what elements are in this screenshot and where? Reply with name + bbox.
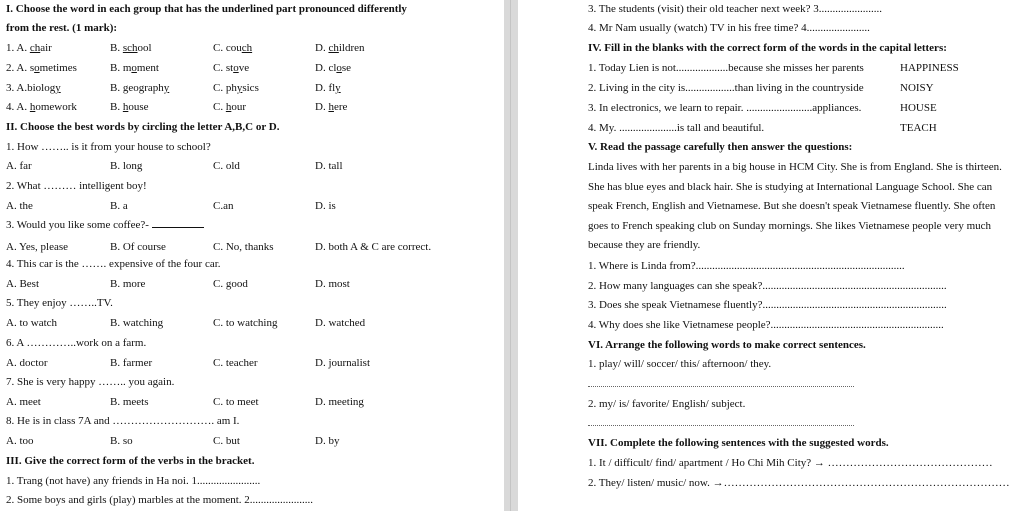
section-1-title-cont: from the rest. (1 mark): (6, 22, 118, 34)
q1-4-option-d: D. here (315, 101, 348, 113)
option-d: D. watched (315, 317, 366, 329)
option-b: B. more (110, 278, 146, 290)
option-c: C. old (213, 160, 240, 172)
option-a: A. Best (6, 278, 39, 290)
underlined-part: h (29, 101, 36, 113)
answer-blank (152, 218, 204, 228)
q1-3-option-a: 3. A.biology (6, 82, 61, 94)
underlined-part: ch (328, 42, 339, 54)
section-4-title: IV. Fill in the blanks with the correct form of the words in the capital letters: (588, 42, 947, 54)
option-b: B. watching (110, 317, 164, 329)
option-d: D. tall (315, 160, 343, 172)
option-c: C. No, thanks (213, 241, 274, 253)
option-b: B. meets (110, 396, 149, 408)
option-a: A. to watch (6, 317, 58, 329)
q1-3-option-c: C. physics (213, 82, 259, 94)
question-4-2: 2. Living in the city is..................than living in the countryside (588, 82, 864, 94)
capital-word: TEACH (900, 122, 937, 134)
underlined-part: o (233, 62, 239, 74)
passage-line: Linda lives with her parents in a big house in HCM City. She is from England. She is thirteen. (588, 161, 1002, 173)
q1-4-option-c: C. hour (213, 101, 247, 113)
question-3-2: 2. Some boys and girls (play) marbles at the moment. 2....................... (6, 494, 314, 506)
option-a: A. too (6, 435, 34, 447)
question-7-1: 1. It / difficult/ find/ apartment / Ho Chi Mih City? → ……………………………………… (588, 457, 993, 469)
option-c: C. to meet (213, 396, 259, 408)
section-2-title: II. Choose the best words by circling the letter A,B,C or D. (6, 121, 280, 133)
option-c: C.an (213, 200, 234, 212)
underlined-part: y (163, 82, 170, 94)
q1-2-option-b: B. moment (110, 62, 159, 74)
question-3-4: 4. Mr Nam usually (watch) TV in his free time? 4....................... (588, 22, 870, 34)
q1-1-option-c: C. couch (213, 42, 253, 54)
section-5-title: V. Read the passage carefully then answer the questions: (588, 141, 853, 153)
underlined-part: y (55, 82, 61, 94)
question-4-1: 1. Today Lien is not...................because she misses her parents (588, 62, 864, 74)
option-d: D. journalist (315, 357, 370, 369)
right-page (518, 0, 1024, 511)
q1-2-option-d: D. close (315, 62, 352, 74)
question-6-2: 2. my/ is/ favorite/ English/ subject. (588, 398, 746, 410)
option-a: A. far (6, 160, 32, 172)
option-d: D. by (315, 435, 340, 447)
q1-4-option-b: B. house (110, 101, 149, 113)
q1-2-option-a: 2. A. sometimes (6, 62, 77, 74)
question-3-1: 1. Trang (not have) any friends in Ha noi. 1....................... (6, 475, 261, 487)
underlined-part: sch (122, 42, 138, 54)
capital-word: NOISY (900, 82, 934, 94)
left-page (0, 0, 504, 511)
option-d: D. meeting (315, 396, 364, 408)
option-c: C. good (213, 278, 248, 290)
question-5-3: 3. Does she speak Vietnamese fluently?................................................................... (588, 299, 947, 312)
q1-3-option-b: B. geography (110, 82, 170, 94)
option-a: A. meet (6, 396, 41, 408)
question-6-1: 1. play/ will/ soccer/ this/ afternoon/ they. (588, 358, 772, 370)
q1-2-option-c: C. stove (213, 62, 250, 74)
underlined-part: h (328, 101, 334, 113)
underlined-part: ch (29, 42, 41, 54)
option-b: B. farmer (110, 357, 153, 369)
q1-4-option-a: 4. A. homework (6, 101, 77, 113)
underlined-part: h (225, 101, 232, 113)
passage-line: She has blue eyes and black hair. She is studying at International Language School. She can (588, 180, 993, 193)
question-2-8: 8. He is in class 7A and ………………………. am I. (6, 415, 240, 427)
option-a: A. Yes, please (6, 241, 69, 253)
underlined-part: y (236, 82, 243, 94)
option-b: B. long (110, 160, 143, 172)
option-b: B. so (110, 435, 133, 447)
section-3-title: III. Give the correct form of the verbs in the bracket. (6, 455, 255, 467)
question-4-3: 3. In electronics, we learn to repair. ........................appliances. (588, 102, 862, 114)
question-2-1: 1. How …….. is it from your house to school? (6, 141, 211, 153)
option-b: B. Of course (110, 241, 166, 253)
q1-1-option-a: 1. A. chair (6, 42, 52, 54)
question-5-4: 4. Why does she like Vietnamese people?............................................................... (588, 318, 944, 331)
underlined-part: o (34, 62, 40, 74)
underlined-part: o (336, 62, 342, 74)
passage-line: because they are friendly. (588, 239, 701, 252)
passage-line: speak French, English and Vietnamese. But she doesn't speak Vietnamese fluently. She often (588, 200, 996, 213)
option-c: C. to watching (213, 317, 278, 329)
question-2-6: 6. A …………..work on a farm. (6, 337, 147, 349)
answer-line (588, 386, 854, 387)
q1-1-option-b: B. school (110, 42, 152, 54)
option-d: D. is (315, 200, 336, 212)
option-c: C. teacher (213, 357, 258, 369)
section-6-title: VI. Arrange the following words to make correct sentences. (588, 339, 866, 351)
underlined-part: y (335, 82, 341, 94)
question-4-4: 4. My. .....................is tall and beautiful. (588, 122, 765, 134)
option-a: A. doctor (6, 357, 48, 369)
page-gutter (504, 0, 518, 511)
question-5-2: 2. How many languages can she speak?................................................................... (588, 279, 947, 292)
question-2-7: 7. She is very happy …….. you again. (6, 376, 175, 388)
capital-word: HAPPINESS (900, 62, 959, 74)
underlined-part: o (131, 62, 137, 74)
question-2-5: 5. They enjoy ……..TV. (6, 297, 113, 309)
section-7-title: VII. Complete the following sentences with the suggested words. (588, 437, 889, 449)
question-2-4: 4. This car is the ……. expensive of the four car. (6, 258, 221, 270)
underlined-part: ch (241, 42, 253, 54)
question-3-3: 3. The students (visit) their old teacher next week? 3....................... (588, 3, 882, 15)
option-a: A. the (6, 200, 33, 212)
question-2-2: 2. What ……… intelligent boy! (6, 180, 147, 192)
answer-line (588, 425, 854, 426)
q1-1-option-d: D. children (315, 42, 365, 54)
underlined-part: h (122, 101, 129, 113)
option-d: D. both A & C are correct. (315, 241, 432, 253)
question-5-1: 1. Where is Linda from?............................................................................ (588, 260, 905, 272)
option-b: B. a (110, 200, 128, 212)
section-1-title: I. Choose the word in each group that has the underlined part pronounced differently (6, 3, 407, 15)
capital-word: HOUSE (900, 102, 937, 114)
question-2-3-text: 3. Would you like some coffee?- (6, 219, 152, 231)
option-c: C. but (213, 435, 240, 447)
passage-line: goes to French speaking club on Sunday mornings. She likes Vietnamese people very much (588, 219, 992, 232)
option-d: D. most (315, 278, 350, 290)
question-7-2: 2. They/ listen/ music/ now. →…………………………………………………………………… (588, 477, 1010, 489)
q1-3-option-d: D. fly (315, 82, 341, 94)
question-2-3 (6, 218, 204, 232)
